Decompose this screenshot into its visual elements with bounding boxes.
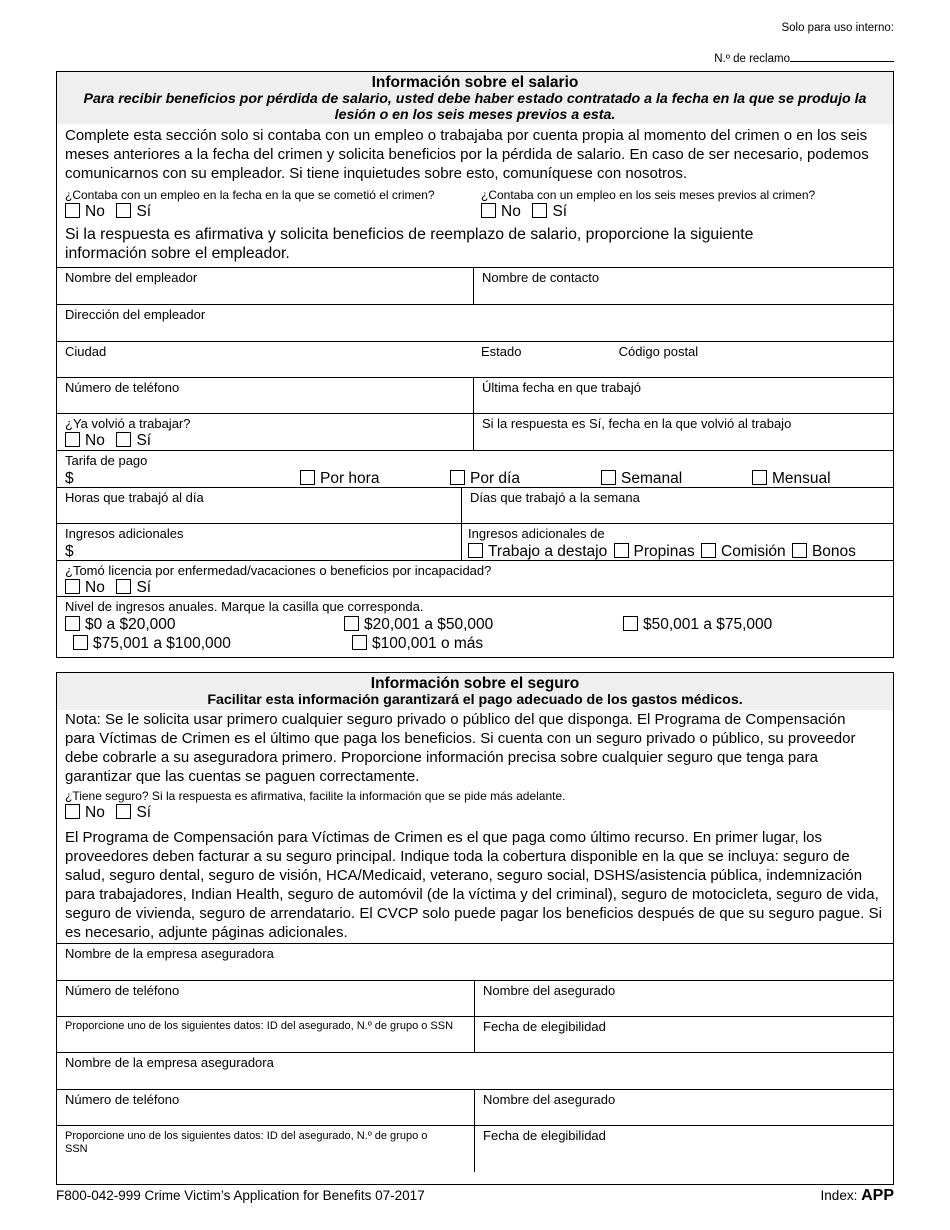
insurance-note: Nota: Se le solicita usar primero cualquier seguro privado o público del que disponga. El Programa de Compensación para Víctimas de Crimen es el último que paga los beneficios. Si cuenta con un seguro privado o público, su proveedor debe cobrarle a su aseguradora primero. Proporcione información precisa sobre cualquier seguro que tenga para garantizar que las cuentas se paguen correctamente. bbox=[65, 711, 856, 785]
contact-name-label: Nombre de contacto bbox=[482, 270, 600, 285]
insurer-2-id-label: Proporcione uno de los siguientes datos: ID del asegurado, N.º de grupo o SSN bbox=[65, 1130, 428, 1155]
city-row bbox=[57, 341, 893, 377]
employed-six-months-no[interactable]: No bbox=[481, 203, 521, 220]
contact-name-field[interactable] bbox=[473, 268, 893, 304]
insurer-2-eligibility-field[interactable] bbox=[474, 1126, 893, 1172]
state-label: Estado bbox=[480, 344, 522, 359]
claim-number-field[interactable] bbox=[714, 50, 894, 65]
additional-income-row bbox=[57, 523, 893, 560]
pay-option-hourly[interactable]: Por hora bbox=[300, 469, 379, 488]
state-field[interactable] bbox=[473, 342, 613, 377]
employed-six-months-yes[interactable]: Sí bbox=[532, 203, 567, 220]
checkbox[interactable] bbox=[532, 203, 547, 218]
wage-section-header bbox=[57, 72, 893, 124]
last-day-worked-field[interactable] bbox=[473, 378, 893, 413]
has-insurance-no[interactable]: No bbox=[65, 804, 105, 821]
checkbox[interactable] bbox=[116, 432, 131, 447]
form-id: F800-042-999 Crime Victim’s Application for Benefits 07-2017 bbox=[56, 1188, 425, 1203]
wage-section-title: Información sobre el salario bbox=[371, 74, 579, 91]
additional-income-from-label: Ingresos adicionales de bbox=[468, 526, 605, 541]
zip-label: Código postal bbox=[618, 344, 699, 359]
checkbox[interactable] bbox=[481, 203, 496, 218]
checkbox[interactable] bbox=[701, 543, 716, 558]
pay-rate-label: Tarifa de pago bbox=[65, 453, 148, 468]
income-range-100k-plus[interactable]: $100,001 o más bbox=[352, 634, 483, 653]
employment-questions-row bbox=[57, 186, 893, 224]
checkbox[interactable] bbox=[792, 543, 807, 558]
hours-days-row bbox=[57, 487, 893, 523]
income-range-0-20k[interactable]: $0 a $20,000 bbox=[65, 615, 176, 634]
pay-option-weekly[interactable]: Semanal bbox=[601, 469, 682, 488]
leave-no[interactable]: No bbox=[65, 579, 105, 596]
days-per-week-label: Días que trabajó a la semana bbox=[470, 490, 640, 505]
returned-to-work-no[interactable]: No bbox=[65, 432, 105, 449]
checkbox[interactable] bbox=[65, 804, 80, 819]
insurer-1-company-row bbox=[57, 943, 893, 980]
employer-address-label: Dirección del empleador bbox=[65, 307, 206, 322]
insurer-2-eligibility-label: Fecha de elegibilidad bbox=[483, 1128, 606, 1143]
returned-to-work-label: ¿Ya volvió a trabajar? bbox=[65, 416, 191, 431]
checkbox[interactable] bbox=[300, 470, 315, 485]
insurer-1-company-field[interactable] bbox=[57, 944, 893, 980]
has-insurance-question bbox=[57, 786, 893, 826]
insurance-information-section bbox=[56, 672, 894, 1185]
insurer-1-insured-name-label: Nombre del asegurado bbox=[483, 983, 616, 998]
insurer-1-eligibility-field[interactable] bbox=[474, 1017, 893, 1052]
checkbox[interactable] bbox=[450, 470, 465, 485]
insurer-2-phone-field[interactable] bbox=[57, 1090, 474, 1125]
checkbox[interactable] bbox=[344, 616, 359, 631]
payer-of-last-resort-text: El Programa de Compensación para Víctimas de Crimen es el que paga como último recurso. En primer lugar, los proveedores deben facturar a su seguro principal. Indique toda la cobertura disponible en la que se incluya: seguro de salud, seguro dental, seguro de visión, HCA/Medicaid, veterano, seguro social, DSHS/asistencia pública, indemnización para trabajadores, Indian Health, seguro de automóvil (de la víctima y del criminal), seguro de motocicleta, seguro de vida, seguro de vivienda, seguro de arrendatario. El CVCP solo puede pagar los beneficios después de que su seguro pague. Si es necesario, adjunte páginas adicionales. bbox=[65, 829, 882, 941]
insurer-2-id-field[interactable] bbox=[57, 1126, 474, 1172]
insurer-1-phone-field[interactable] bbox=[57, 981, 474, 1016]
income-tips[interactable]: Propinas bbox=[614, 543, 695, 560]
checkbox[interactable] bbox=[352, 635, 367, 650]
insurer-1-phone-row bbox=[57, 980, 893, 1016]
insurer-1-id-row bbox=[57, 1016, 893, 1052]
has-insurance-yes[interactable]: Sí bbox=[116, 804, 151, 821]
hours-per-day-label: Horas que trabajó al día bbox=[65, 490, 204, 505]
insurer-2-phone-label: Número de teléfono bbox=[65, 1092, 180, 1107]
additional-income-field[interactable] bbox=[57, 524, 461, 560]
checkbox[interactable] bbox=[65, 432, 80, 447]
insurer-2-company-field[interactable] bbox=[57, 1053, 893, 1089]
city-label: Ciudad bbox=[65, 344, 107, 359]
insurer-1-eligibility-label: Fecha de elegibilidad bbox=[483, 1019, 606, 1034]
employed-at-crime-no[interactable]: No bbox=[65, 203, 105, 220]
income-range-50k-75k[interactable]: $50,001 a $75,000 bbox=[623, 615, 772, 634]
checkbox[interactable] bbox=[73, 635, 88, 650]
employer-info-instructions: Si la respuesta es afirmativa y solicita beneficios de reemplazo de salario, proporcione la siguiente información sobre el empleador. bbox=[65, 226, 754, 262]
income-piecework[interactable]: Trabajo a destajo bbox=[468, 543, 607, 560]
checkbox[interactable] bbox=[116, 804, 131, 819]
return-to-work-row bbox=[57, 413, 893, 450]
pay-rate-row bbox=[57, 450, 893, 487]
last-day-worked-label: Última fecha en que trabajó bbox=[482, 380, 641, 395]
insurer-2-insured-name-field[interactable] bbox=[474, 1090, 893, 1125]
employer-address-field[interactable] bbox=[57, 305, 893, 341]
city-field[interactable] bbox=[57, 342, 473, 377]
leave-yes[interactable]: Sí bbox=[116, 579, 151, 596]
returned-to-work-question bbox=[57, 414, 473, 450]
checkbox[interactable] bbox=[752, 470, 767, 485]
additional-income-dollar-sign: $ bbox=[65, 543, 74, 560]
employer-name-label: Nombre del empleador bbox=[65, 270, 198, 285]
address-row bbox=[57, 304, 893, 341]
annual-income-row bbox=[57, 596, 893, 652]
employer-row bbox=[57, 267, 893, 304]
return-date-field[interactable] bbox=[473, 414, 893, 450]
hours-per-day-field[interactable] bbox=[57, 488, 461, 523]
wage-intro-text: Complete esta sección solo si contaba con un empleo o trabajaba por cuenta propia al momento del crimen o en los seis meses anteriores a la fecha del crimen y solicita beneficios por la pérdida de salario. En caso de ser necesario, podemos comunicarnos con su empleador. Si tiene inquietudes sobre esto, comuníquese con nosotros. bbox=[65, 127, 869, 182]
insurer-1-insured-name-field[interactable] bbox=[474, 981, 893, 1016]
claim-number-line[interactable] bbox=[790, 50, 894, 62]
index-label: Index: bbox=[820, 1188, 858, 1203]
leave-row bbox=[57, 560, 893, 596]
annual-income-label: Nivel de ingresos anuales. Marque la casilla que corresponda. bbox=[65, 599, 424, 614]
insurer-2-company-row bbox=[57, 1052, 893, 1089]
insurance-section-title: Información sobre el seguro bbox=[370, 675, 580, 692]
returned-to-work-yes[interactable]: Sí bbox=[116, 432, 151, 449]
insurer-1-id-label: Proporcione uno de los siguientes datos: ID del asegurado, N.º de grupo o SSN bbox=[65, 1020, 454, 1032]
checkbox[interactable] bbox=[65, 203, 80, 218]
phone-row bbox=[57, 377, 893, 413]
employer-phone-label: Número de teléfono bbox=[65, 380, 180, 395]
annual-income-field bbox=[57, 597, 893, 652]
return-date-label: Si la respuesta es Sí, fecha en la que volvió al trabajo bbox=[482, 416, 792, 431]
index-value: APP bbox=[861, 1187, 894, 1204]
insurer-1-company-label: Nombre de la empresa aseguradora bbox=[65, 946, 274, 961]
checkbox[interactable] bbox=[65, 579, 80, 594]
employer-name-field[interactable] bbox=[57, 268, 473, 304]
form-index bbox=[821, 1187, 894, 1205]
insurer-1-phone-label: Número de teléfono bbox=[65, 983, 180, 998]
internal-use-label: Solo para uso interno: bbox=[781, 22, 894, 34]
wage-section-subtitle: Para recibir beneficios por pérdida de salario, usted debe haber estado contratado a la fecha en la que se produjo la lesión o en los seis meses previos a esta. bbox=[83, 91, 867, 123]
income-range-75k-100k[interactable]: $75,001 a $100,000 bbox=[73, 634, 231, 653]
insurer-2-phone-row bbox=[57, 1089, 893, 1125]
insurer-2-id-row bbox=[57, 1125, 893, 1172]
employed-six-months-question bbox=[473, 186, 893, 224]
additional-income-from-field bbox=[461, 524, 893, 560]
zip-field[interactable] bbox=[613, 342, 893, 377]
checkbox[interactable] bbox=[601, 470, 616, 485]
employed-at-crime-yes[interactable]: Sí bbox=[116, 203, 151, 220]
insurer-1-id-field[interactable] bbox=[57, 1017, 474, 1052]
insurer-2-company-label: Nombre de la empresa aseguradora bbox=[65, 1055, 274, 1070]
insurance-section-header bbox=[57, 673, 893, 710]
insurance-section-subtitle: Facilitar esta información garantizará el pago adecuado de los gastos médicos. bbox=[207, 692, 743, 708]
income-commission[interactable]: Comisión bbox=[701, 543, 786, 560]
employer-phone-field[interactable] bbox=[57, 378, 473, 413]
checkbox[interactable] bbox=[116, 203, 131, 218]
leave-question bbox=[57, 561, 893, 596]
employed-six-months-label: ¿Contaba con un empleo en los seis meses previos al crimen? bbox=[481, 188, 816, 202]
claim-number-label: N.º de reclamo bbox=[714, 53, 790, 65]
checkbox[interactable] bbox=[623, 616, 638, 631]
pay-rate-field bbox=[57, 451, 893, 487]
days-per-week-field[interactable] bbox=[461, 488, 893, 523]
wage-information-section bbox=[56, 71, 894, 658]
checkbox[interactable] bbox=[65, 616, 80, 631]
income-bonuses[interactable]: Bonos bbox=[792, 543, 856, 560]
pay-rate-dollar-sign: $ bbox=[65, 470, 74, 487]
checkbox[interactable] bbox=[116, 579, 131, 594]
checkbox[interactable] bbox=[468, 543, 483, 558]
income-range-20k-50k[interactable]: $20,001 a $50,000 bbox=[344, 615, 493, 634]
pay-option-daily[interactable]: Por día bbox=[450, 469, 520, 488]
pay-option-monthly[interactable]: Mensual bbox=[752, 469, 831, 488]
has-insurance-label: ¿Tiene seguro? Si la respuesta es afirmativa, facilite la información que se pide más adelante. bbox=[65, 789, 566, 803]
employed-at-crime-question bbox=[57, 186, 473, 224]
employed-at-crime-label: ¿Contaba con un empleo en la fecha en la que se cometió el crimen? bbox=[65, 188, 435, 202]
insurer-2-insured-name-label: Nombre del asegurado bbox=[483, 1092, 616, 1107]
checkbox[interactable] bbox=[614, 543, 629, 558]
page-footer bbox=[56, 1187, 894, 1205]
additional-income-label: Ingresos adicionales bbox=[65, 526, 184, 541]
leave-question-label: ¿Tomó licencia por enfermedad/vacaciones o beneficios por incapacidad? bbox=[65, 563, 492, 578]
